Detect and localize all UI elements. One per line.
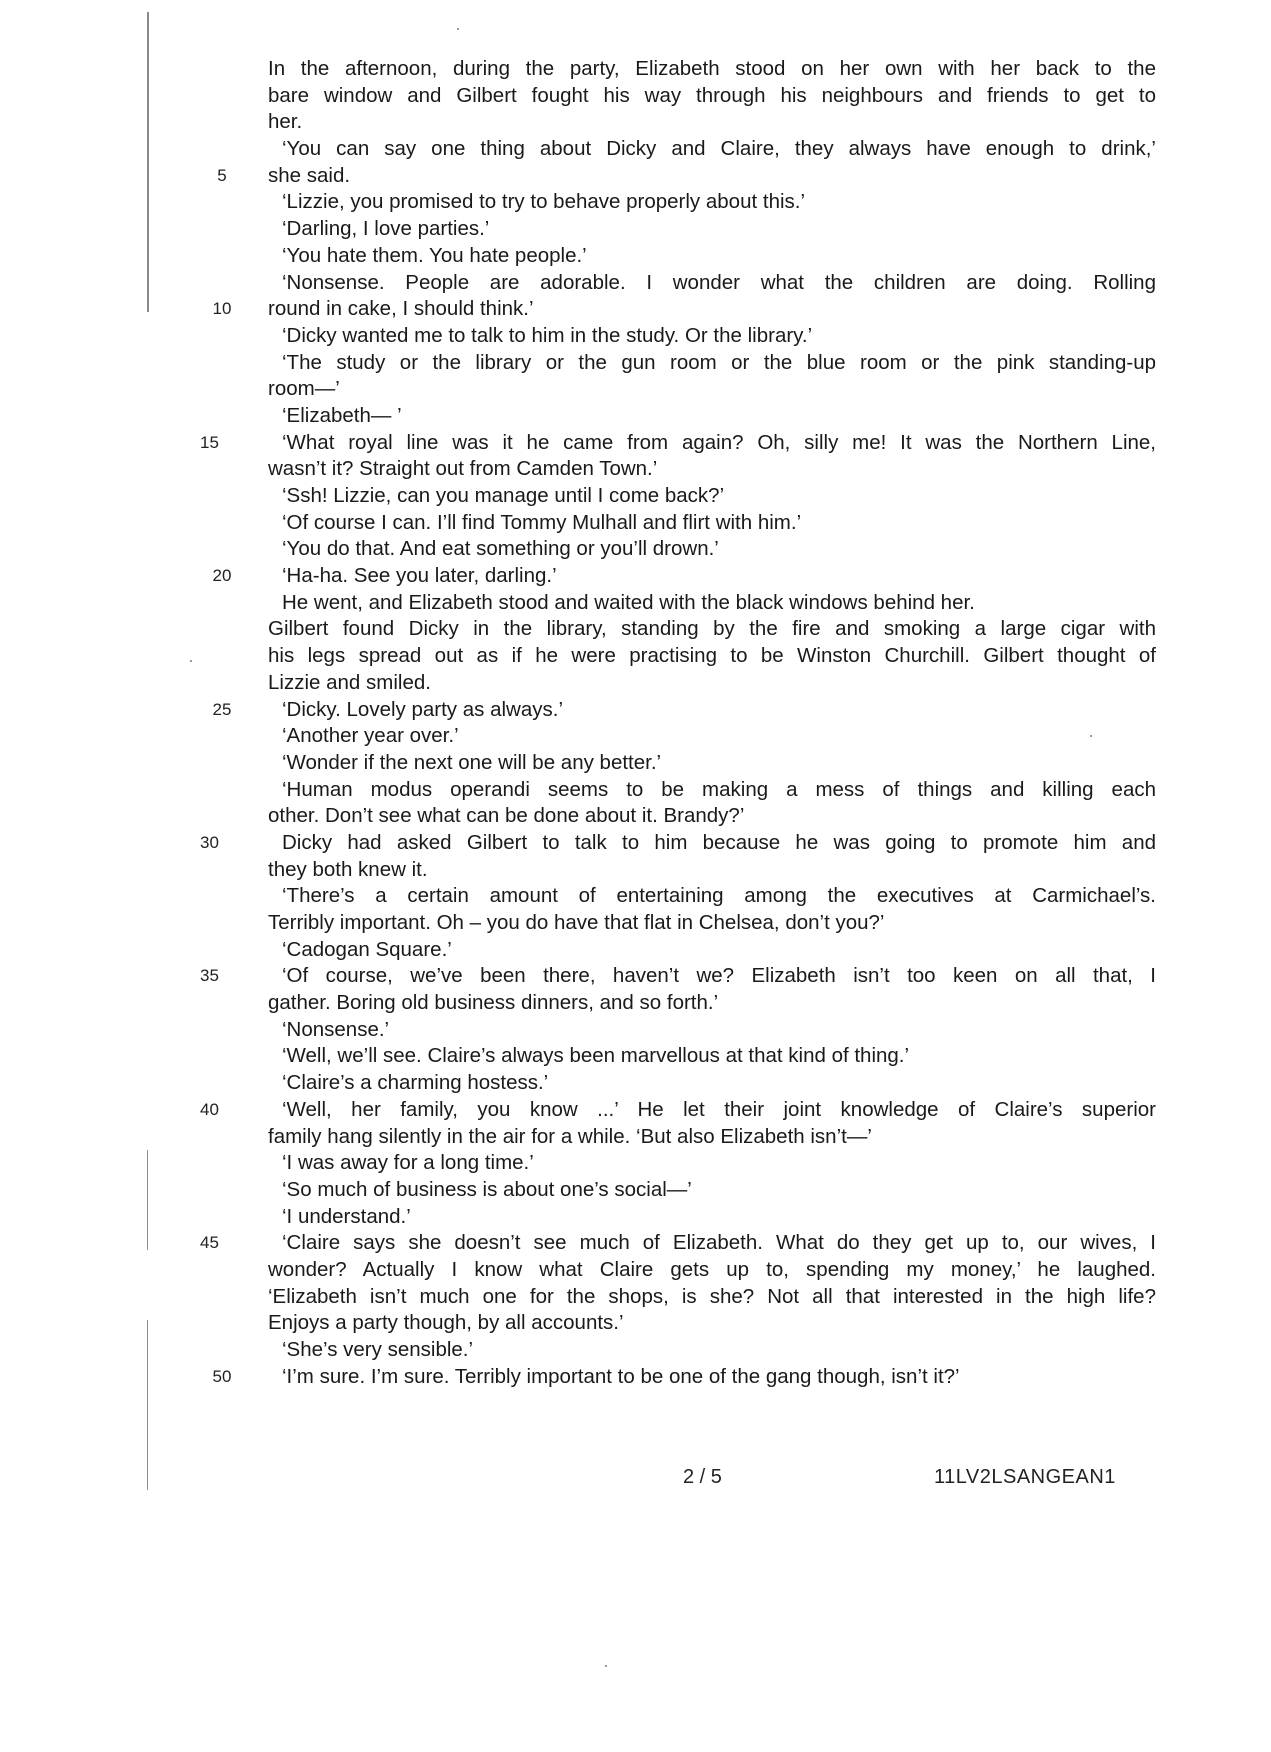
passage-text bbox=[200, 56, 1156, 1390]
passage-line bbox=[268, 403, 1156, 430]
passage-line bbox=[268, 1337, 1156, 1364]
line-text: ‘Another year over.’ bbox=[282, 724, 459, 748]
line-text: ‘I understand.’ bbox=[282, 1204, 411, 1228]
passage-line bbox=[268, 136, 1156, 163]
line-text: ‘I’m sure. I’m sure. Terribly important to be one of the gang though, isn’t it?’ bbox=[282, 1364, 960, 1388]
passage-line bbox=[268, 189, 1156, 216]
line-text: she said. bbox=[268, 163, 351, 187]
passage-line bbox=[212, 1364, 1156, 1391]
passage-line bbox=[268, 483, 1156, 510]
line-text: ‘The study or the library or the gun room or the blue room or the pink standing-up bbox=[282, 350, 1156, 374]
passage-line bbox=[268, 510, 1156, 537]
line-text: ‘I was away for a long time.’ bbox=[282, 1151, 534, 1175]
line-text: ‘Well, her family, you know ...’ He let their joint knowledge of Claire’s superior bbox=[282, 1097, 1156, 1121]
passage-line bbox=[200, 963, 1156, 990]
passage-line bbox=[268, 670, 1156, 697]
passage-line bbox=[268, 456, 1156, 483]
passage-line bbox=[268, 723, 1156, 750]
line-text: ‘Dicky wanted me to talk to him in the study. Or the library.’ bbox=[282, 323, 813, 347]
passage-line bbox=[268, 1150, 1156, 1177]
line-text: gather. Boring old business dinners, and so forth.’ bbox=[268, 991, 719, 1015]
page-number: 2 / 5 bbox=[683, 1466, 722, 1488]
line-text: ‘Ssh! Lizzie, can you manage until I come back?’ bbox=[282, 484, 725, 507]
line-number: 5 bbox=[217, 165, 227, 185]
passage-line bbox=[200, 1097, 1156, 1124]
passage-line bbox=[212, 697, 1156, 724]
document-code: 11LV2LSANGEAN1 bbox=[934, 1466, 1116, 1488]
line-text: they both knew it. bbox=[268, 857, 428, 881]
line-text: ‘So much of business is about one’s social—’ bbox=[282, 1177, 692, 1201]
line-text: ‘Ha-ha. See you later, darling.’ bbox=[282, 564, 557, 588]
passage-line bbox=[268, 270, 1156, 297]
passage-line bbox=[268, 83, 1156, 110]
passage-line bbox=[268, 56, 1156, 83]
line-text: He went, and Elizabeth stood and waited with the black windows behind her. bbox=[282, 590, 975, 614]
passage-line bbox=[268, 937, 1156, 964]
passage-line bbox=[268, 536, 1156, 563]
line-text: ‘What royal line was it he came from again? Oh, silly me! It was the Northern Line, bbox=[282, 430, 1156, 454]
passage-line bbox=[268, 910, 1156, 937]
passage-line bbox=[268, 777, 1156, 804]
line-text: ‘You do that. And eat something or you’ll drown.’ bbox=[282, 537, 719, 561]
margin-rule-low bbox=[147, 1320, 148, 1490]
line-text: other. Don’t see what can be done about it. Brandy?’ bbox=[268, 804, 745, 828]
line-text: room—’ bbox=[268, 377, 340, 401]
line-text: ‘Claire says she doesn’t see much of Elizabeth. What do they get up to, our wives, I bbox=[282, 1231, 1156, 1255]
line-text: Lizzie and smiled. bbox=[268, 670, 431, 694]
scan-speck bbox=[605, 1665, 607, 1667]
line-number: 35 bbox=[200, 966, 219, 986]
passage-line bbox=[268, 243, 1156, 270]
line-text: ‘Lizzie, you promised to try to behave properly about this.’ bbox=[282, 190, 806, 214]
passage-line bbox=[268, 1177, 1156, 1204]
passage-line bbox=[268, 216, 1156, 243]
passage-line bbox=[268, 750, 1156, 777]
line-text: ‘Cadogan Square.’ bbox=[282, 937, 452, 961]
line-text: family hang silently in the air for a while. ‘But also Elizabeth isn’t—’ bbox=[268, 1124, 872, 1148]
passage-line bbox=[268, 643, 1156, 670]
line-text: ‘Nonsense.’ bbox=[282, 1017, 390, 1041]
passage-line bbox=[217, 163, 1156, 190]
passage-line bbox=[212, 563, 1156, 590]
passage-line bbox=[268, 857, 1156, 884]
passage-line bbox=[268, 1017, 1156, 1044]
passage-line bbox=[268, 616, 1156, 643]
line-text: Gilbert found Dicky in the library, standing by the fire and smoking a large cigar with bbox=[268, 617, 1156, 641]
line-text: Enjoys a party though, by all accounts.’ bbox=[268, 1311, 624, 1335]
line-text: ‘Darling, I love parties.’ bbox=[282, 217, 490, 241]
passage-line bbox=[200, 830, 1156, 857]
line-number: 50 bbox=[212, 1366, 232, 1386]
line-text: Terribly important. Oh – you do have that flat in Chelsea, don’t you?’ bbox=[268, 911, 885, 934]
passage-line bbox=[268, 376, 1156, 403]
passage-line bbox=[268, 1204, 1156, 1231]
line-text: ‘Elizabeth isn’t much one for the shops, is she? Not all that interested in the high life? bbox=[268, 1284, 1156, 1308]
line-number: 20 bbox=[212, 566, 232, 586]
passage-line bbox=[200, 430, 1156, 457]
passage-line bbox=[268, 883, 1156, 910]
line-number: 45 bbox=[200, 1233, 219, 1253]
line-text: In the afternoon, during the party, Elizabeth stood on her own with her back to the bbox=[268, 57, 1156, 80]
passage-line bbox=[268, 1043, 1156, 1070]
line-text: ‘Of course, we’ve been there, haven’t we? Elizabeth isn’t too keen on all that, I bbox=[282, 964, 1156, 988]
line-text: ‘Dicky. Lovely party as always.’ bbox=[282, 697, 564, 721]
line-text: ‘Well, we’ll see. Claire’s always been marvellous at that kind of thing.’ bbox=[282, 1044, 910, 1068]
passage-line bbox=[268, 803, 1156, 830]
line-number: 10 bbox=[212, 299, 232, 319]
scan-speck bbox=[457, 28, 459, 30]
margin-rule-top bbox=[147, 12, 149, 312]
passage-line bbox=[268, 1310, 1156, 1337]
line-text: ‘Human modus operandi seems to be making a mess of things and killing each bbox=[282, 777, 1156, 801]
passage-line bbox=[268, 1124, 1156, 1151]
passage-line bbox=[268, 990, 1156, 1017]
line-text: ‘Nonsense. People are adorable. I wonder what the children are doing. Rolling bbox=[282, 270, 1156, 294]
line-number: 25 bbox=[212, 699, 232, 719]
scan-speck bbox=[190, 660, 192, 662]
margin-rule-mid bbox=[147, 1150, 148, 1250]
line-text: his legs spread out as if he were practising to be Winston Churchill. Gilbert thought of bbox=[268, 644, 1156, 668]
passage-line bbox=[212, 296, 1156, 323]
passage-line bbox=[268, 350, 1156, 377]
passage-line bbox=[268, 1284, 1156, 1311]
line-text: wonder? Actually I know what Claire gets up to, spending my money,’ he laughed. bbox=[268, 1257, 1156, 1281]
line-text: ‘She’s very sensible.’ bbox=[282, 1338, 474, 1361]
line-text: ‘There’s a certain amount of entertaining among the executives at Carmichael’s. bbox=[282, 884, 1156, 908]
passage-line bbox=[268, 590, 1156, 617]
passage-line bbox=[268, 109, 1156, 136]
line-text: ‘Wonder if the next one will be any better.’ bbox=[282, 750, 662, 774]
line-text: ‘You hate them. You hate people.’ bbox=[282, 243, 587, 267]
line-number: 40 bbox=[200, 1099, 219, 1119]
line-text: ‘Of course I can. I’ll find Tommy Mulhall and flirt with him.’ bbox=[282, 510, 802, 534]
line-number: 15 bbox=[200, 432, 219, 452]
line-text: ‘You can say one thing about Dicky and Claire, they always have enough to drink,’ bbox=[282, 137, 1156, 161]
passage-line bbox=[200, 1230, 1156, 1257]
passage-line bbox=[268, 1257, 1156, 1284]
line-text: Dicky had asked Gilbert to talk to him because he was going to promote him and bbox=[282, 830, 1156, 854]
passage-line bbox=[268, 1070, 1156, 1097]
line-text: bare window and Gilbert fought his way through his neighbours and friends to get to bbox=[268, 83, 1156, 107]
line-text: her. bbox=[268, 110, 303, 134]
line-text: wasn’t it? Straight out from Camden Town.’ bbox=[268, 457, 658, 481]
line-text: round in cake, I should think.’ bbox=[268, 297, 534, 321]
line-text: ‘Claire’s a charming hostess.’ bbox=[282, 1071, 549, 1095]
line-number: 30 bbox=[200, 832, 219, 852]
passage-line bbox=[268, 323, 1156, 350]
line-text: ‘Elizabeth— ’ bbox=[282, 403, 402, 427]
